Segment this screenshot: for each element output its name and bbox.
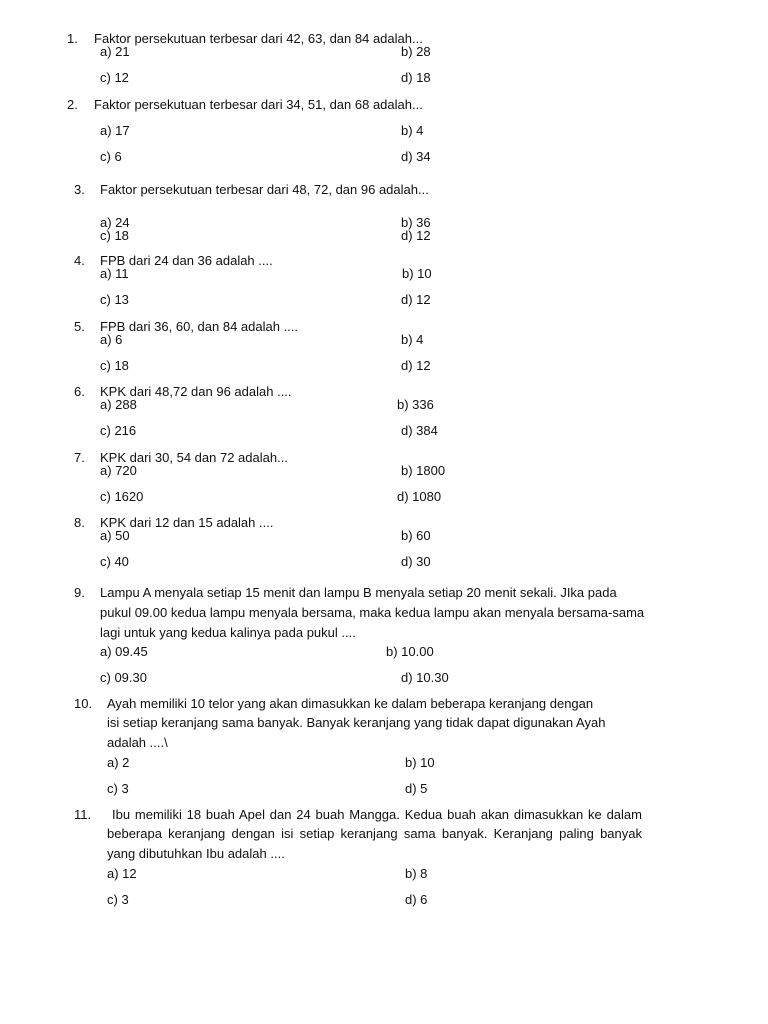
option-a: a) 6 [100, 332, 123, 347]
option-b: b) 10 [402, 266, 432, 281]
option-c: c) 1620 [100, 489, 144, 504]
question-number: 2. [67, 97, 78, 112]
question-number: 7. [74, 450, 85, 465]
option-c: c) 18 [100, 358, 129, 373]
option-c: c) 09.30 [100, 670, 147, 685]
question-text: KPK dari 48,72 dan 96 adalah .... [100, 384, 292, 399]
option-d: d) 1080 [397, 489, 442, 504]
option-a: a) 17 [100, 123, 130, 138]
question-text: KPK dari 12 dan 15 adalah .... [100, 515, 274, 530]
option-a: a) 24 [100, 215, 130, 230]
option-a: a) 720 [100, 463, 137, 478]
option-d: d) 6 [405, 892, 428, 907]
option-c: c) 40 [100, 554, 129, 569]
option-b: b) 60 [401, 528, 431, 543]
question-text-line: lagi untuk yang kedua kalinya pada pukul .... [100, 625, 356, 640]
question-text-line: adalah ....\ [107, 735, 168, 750]
option-a: a) 11 [100, 266, 129, 281]
option-d: d) 10.30 [401, 670, 449, 685]
option-c: c) 3 [107, 781, 129, 796]
option-d: d) 12 [401, 292, 431, 307]
option-d: d) 34 [401, 149, 431, 164]
option-b: b) 336 [397, 397, 434, 412]
option-d: d) 384 [401, 423, 438, 438]
option-d: d) 5 [405, 781, 428, 796]
question-text-line: yang dibutuhkan Ibu adalah .... [107, 846, 285, 861]
question-text: Faktor persekutuan terbesar dari 34, 51, dan 68 adalah... [94, 97, 423, 112]
question-text: FPB dari 24 dan 36 adalah .... [100, 253, 273, 268]
question-text-line: pukul 09.00 kedua lampu menyala bersama, maka kedua lampu akan menyala bersama-sama [100, 605, 645, 620]
question-number: 1. [67, 31, 78, 46]
question-text: FPB dari 36, 60, dan 84 adalah .... [100, 319, 299, 334]
option-c: c) 216 [100, 423, 137, 438]
question-number: 10. [74, 696, 93, 711]
question-text: Faktor persekutuan terbesar dari 42, 63, dan 84 adalah... [94, 31, 423, 46]
option-d: d) 18 [401, 70, 431, 85]
option-d: d) 30 [401, 554, 431, 569]
option-b: b) 36 [401, 215, 431, 230]
option-b: b) 10 [405, 755, 435, 770]
question-text-line: beberapa keranjang dengan isi setiap keranjang sama banyak. Keranjang paling banyak [107, 826, 642, 841]
option-d: d) 12 [401, 228, 431, 243]
question-number: 11. [74, 807, 92, 822]
option-c: c) 18 [100, 228, 129, 243]
question-number: 8. [74, 515, 85, 530]
option-a: a) 12 [107, 866, 137, 881]
question-number: 5. [74, 319, 85, 334]
question-number: 9. [74, 585, 85, 600]
question-number: 6. [74, 384, 85, 399]
option-c: c) 3 [107, 892, 129, 907]
option-c: c) 12 [100, 70, 129, 85]
option-a: a) 50 [100, 528, 130, 543]
option-b: b) 8 [405, 866, 428, 881]
option-b: b) 10.00 [386, 644, 434, 659]
question-number: 3. [74, 182, 85, 197]
question-number: 4. [74, 253, 85, 268]
question-text-line: Ayah memiliki 10 telor yang akan dimasukkan ke dalam beberapa keranjang dengan [107, 696, 594, 711]
option-d: d) 12 [401, 358, 431, 373]
option-a: a) 09.45 [100, 644, 148, 659]
option-a: a) 2 [107, 755, 130, 770]
option-b: b) 28 [401, 44, 431, 59]
option-b: b) 4 [401, 332, 424, 347]
option-c: c) 6 [100, 149, 122, 164]
question-text-line: isi setiap keranjang sama banyak. Banyak keranjang yang tidak dapat digunakan Ayah [107, 715, 606, 730]
question-text-line: Ibu memiliki 18 buah Apel dan 24 buah Mangga. Kedua buah akan dimasukkan ke dalam [112, 807, 642, 822]
option-a: a) 21 [100, 44, 130, 59]
question-text: Faktor persekutuan terbesar dari 48, 72, dan 96 adalah... [100, 182, 429, 197]
option-c: c) 13 [100, 292, 129, 307]
option-b: b) 4 [401, 123, 424, 138]
question-text: KPK dari 30, 54 dan 72 adalah... [100, 450, 288, 465]
option-a: a) 288 [100, 397, 137, 412]
question-text-line: Lampu A menyala setiap 15 menit dan lampu B menyala setiap 20 menit sekali. JIka pada [100, 585, 617, 600]
option-b: b) 1800 [401, 463, 446, 478]
